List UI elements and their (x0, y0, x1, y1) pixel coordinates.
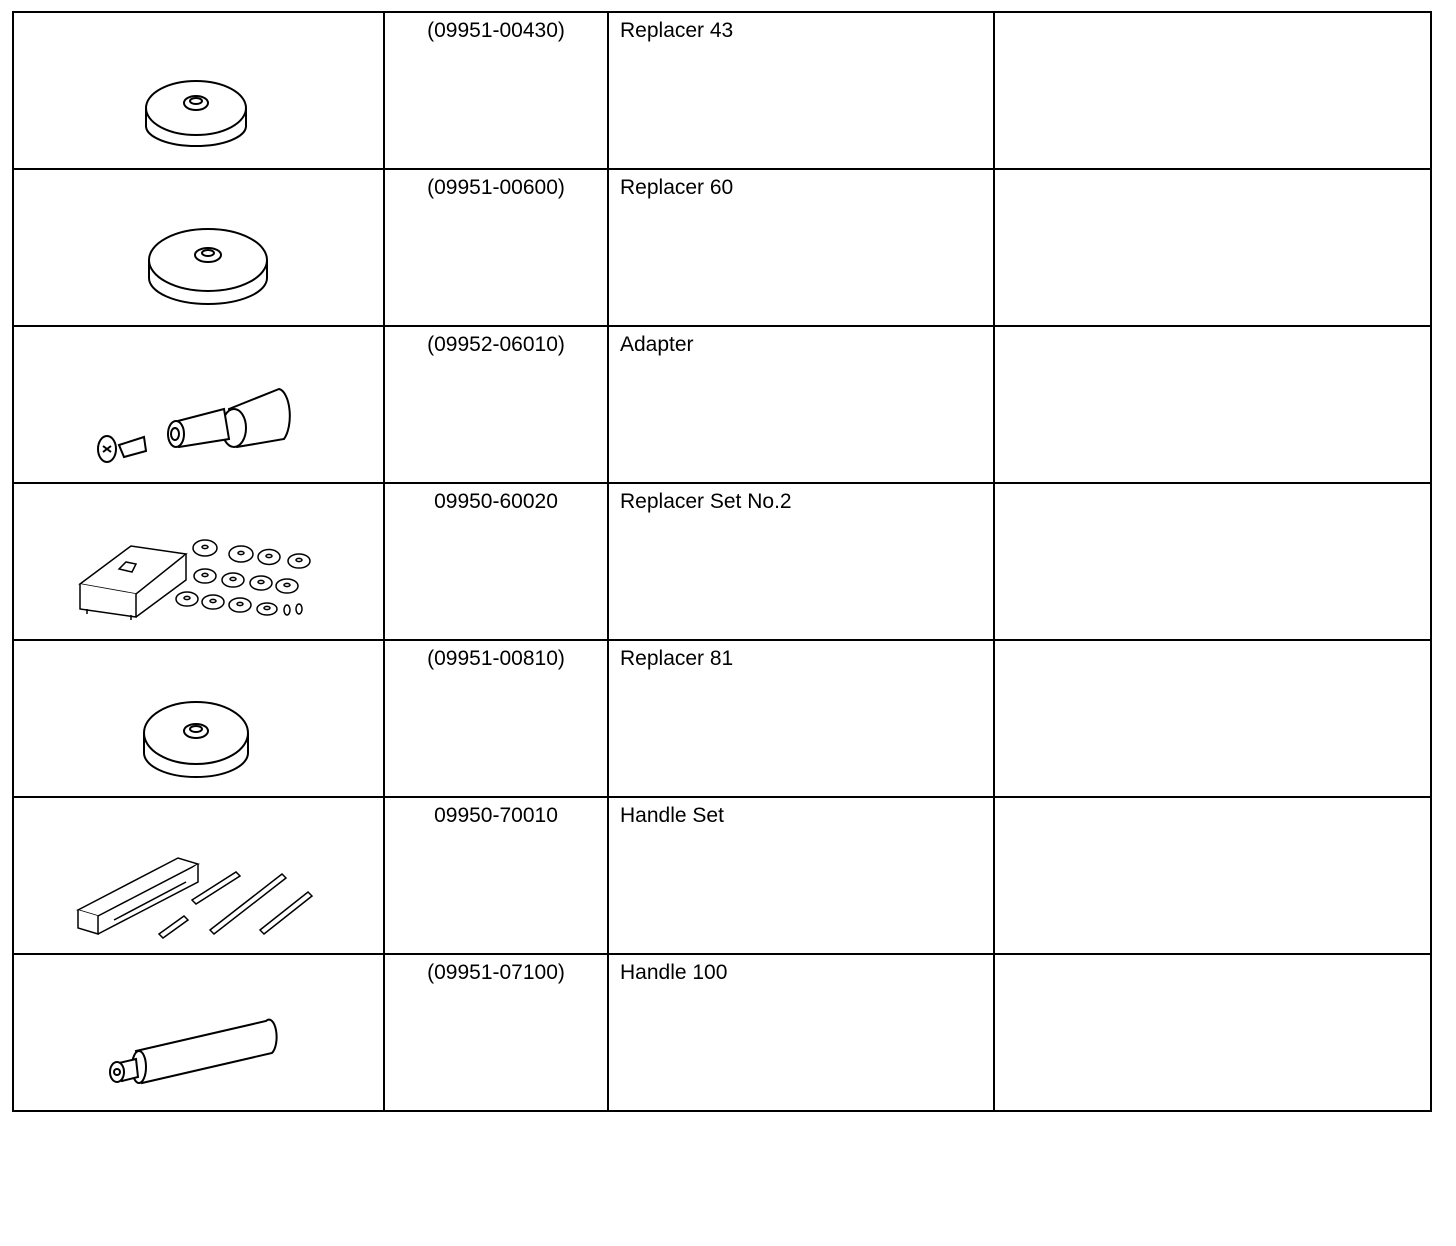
part-number: (09951-00600) (384, 169, 608, 326)
illustration-cell (13, 12, 384, 169)
replacer-disc-icon (14, 641, 383, 796)
handle-icon (14, 955, 383, 1110)
table-row (13, 483, 1431, 640)
table-row (13, 640, 1431, 797)
tool-name: Replacer 60 (608, 169, 994, 326)
replacer-disc-icon (14, 170, 383, 325)
tool-name: Replacer Set No.2 (608, 483, 994, 640)
tool-name: Replacer 43 (608, 12, 994, 169)
blank-cell (994, 797, 1431, 954)
replacer-set-icon (14, 484, 383, 639)
illustration-cell (13, 483, 384, 640)
table-row (13, 12, 1431, 169)
part-number: 09950-60020 (384, 483, 608, 640)
tool-table (12, 11, 1432, 1112)
table-row (13, 326, 1431, 483)
tool-name: Handle 100 (608, 954, 994, 1111)
part-number: (09951-00810) (384, 640, 608, 797)
replacer-disc-icon (14, 13, 383, 168)
tool-name: Replacer 81 (608, 640, 994, 797)
part-number: (09952-06010) (384, 326, 608, 483)
illustration-cell (13, 797, 384, 954)
illustration-cell (13, 169, 384, 326)
tool-name: Adapter (608, 326, 994, 483)
part-number: (09951-00430) (384, 12, 608, 169)
blank-cell (994, 640, 1431, 797)
blank-cell (994, 12, 1431, 169)
table-row (13, 169, 1431, 326)
illustration-cell (13, 640, 384, 797)
part-number: 09950-70010 (384, 797, 608, 954)
blank-cell (994, 954, 1431, 1111)
table-row (13, 797, 1431, 954)
illustration-cell (13, 954, 384, 1111)
blank-cell (994, 326, 1431, 483)
handle-set-icon (14, 798, 383, 953)
table-row (13, 954, 1431, 1111)
adapter-icon (14, 327, 383, 482)
tool-name: Handle Set (608, 797, 994, 954)
blank-cell (994, 483, 1431, 640)
illustration-cell (13, 326, 384, 483)
blank-cell (994, 169, 1431, 326)
part-number: (09951-07100) (384, 954, 608, 1111)
